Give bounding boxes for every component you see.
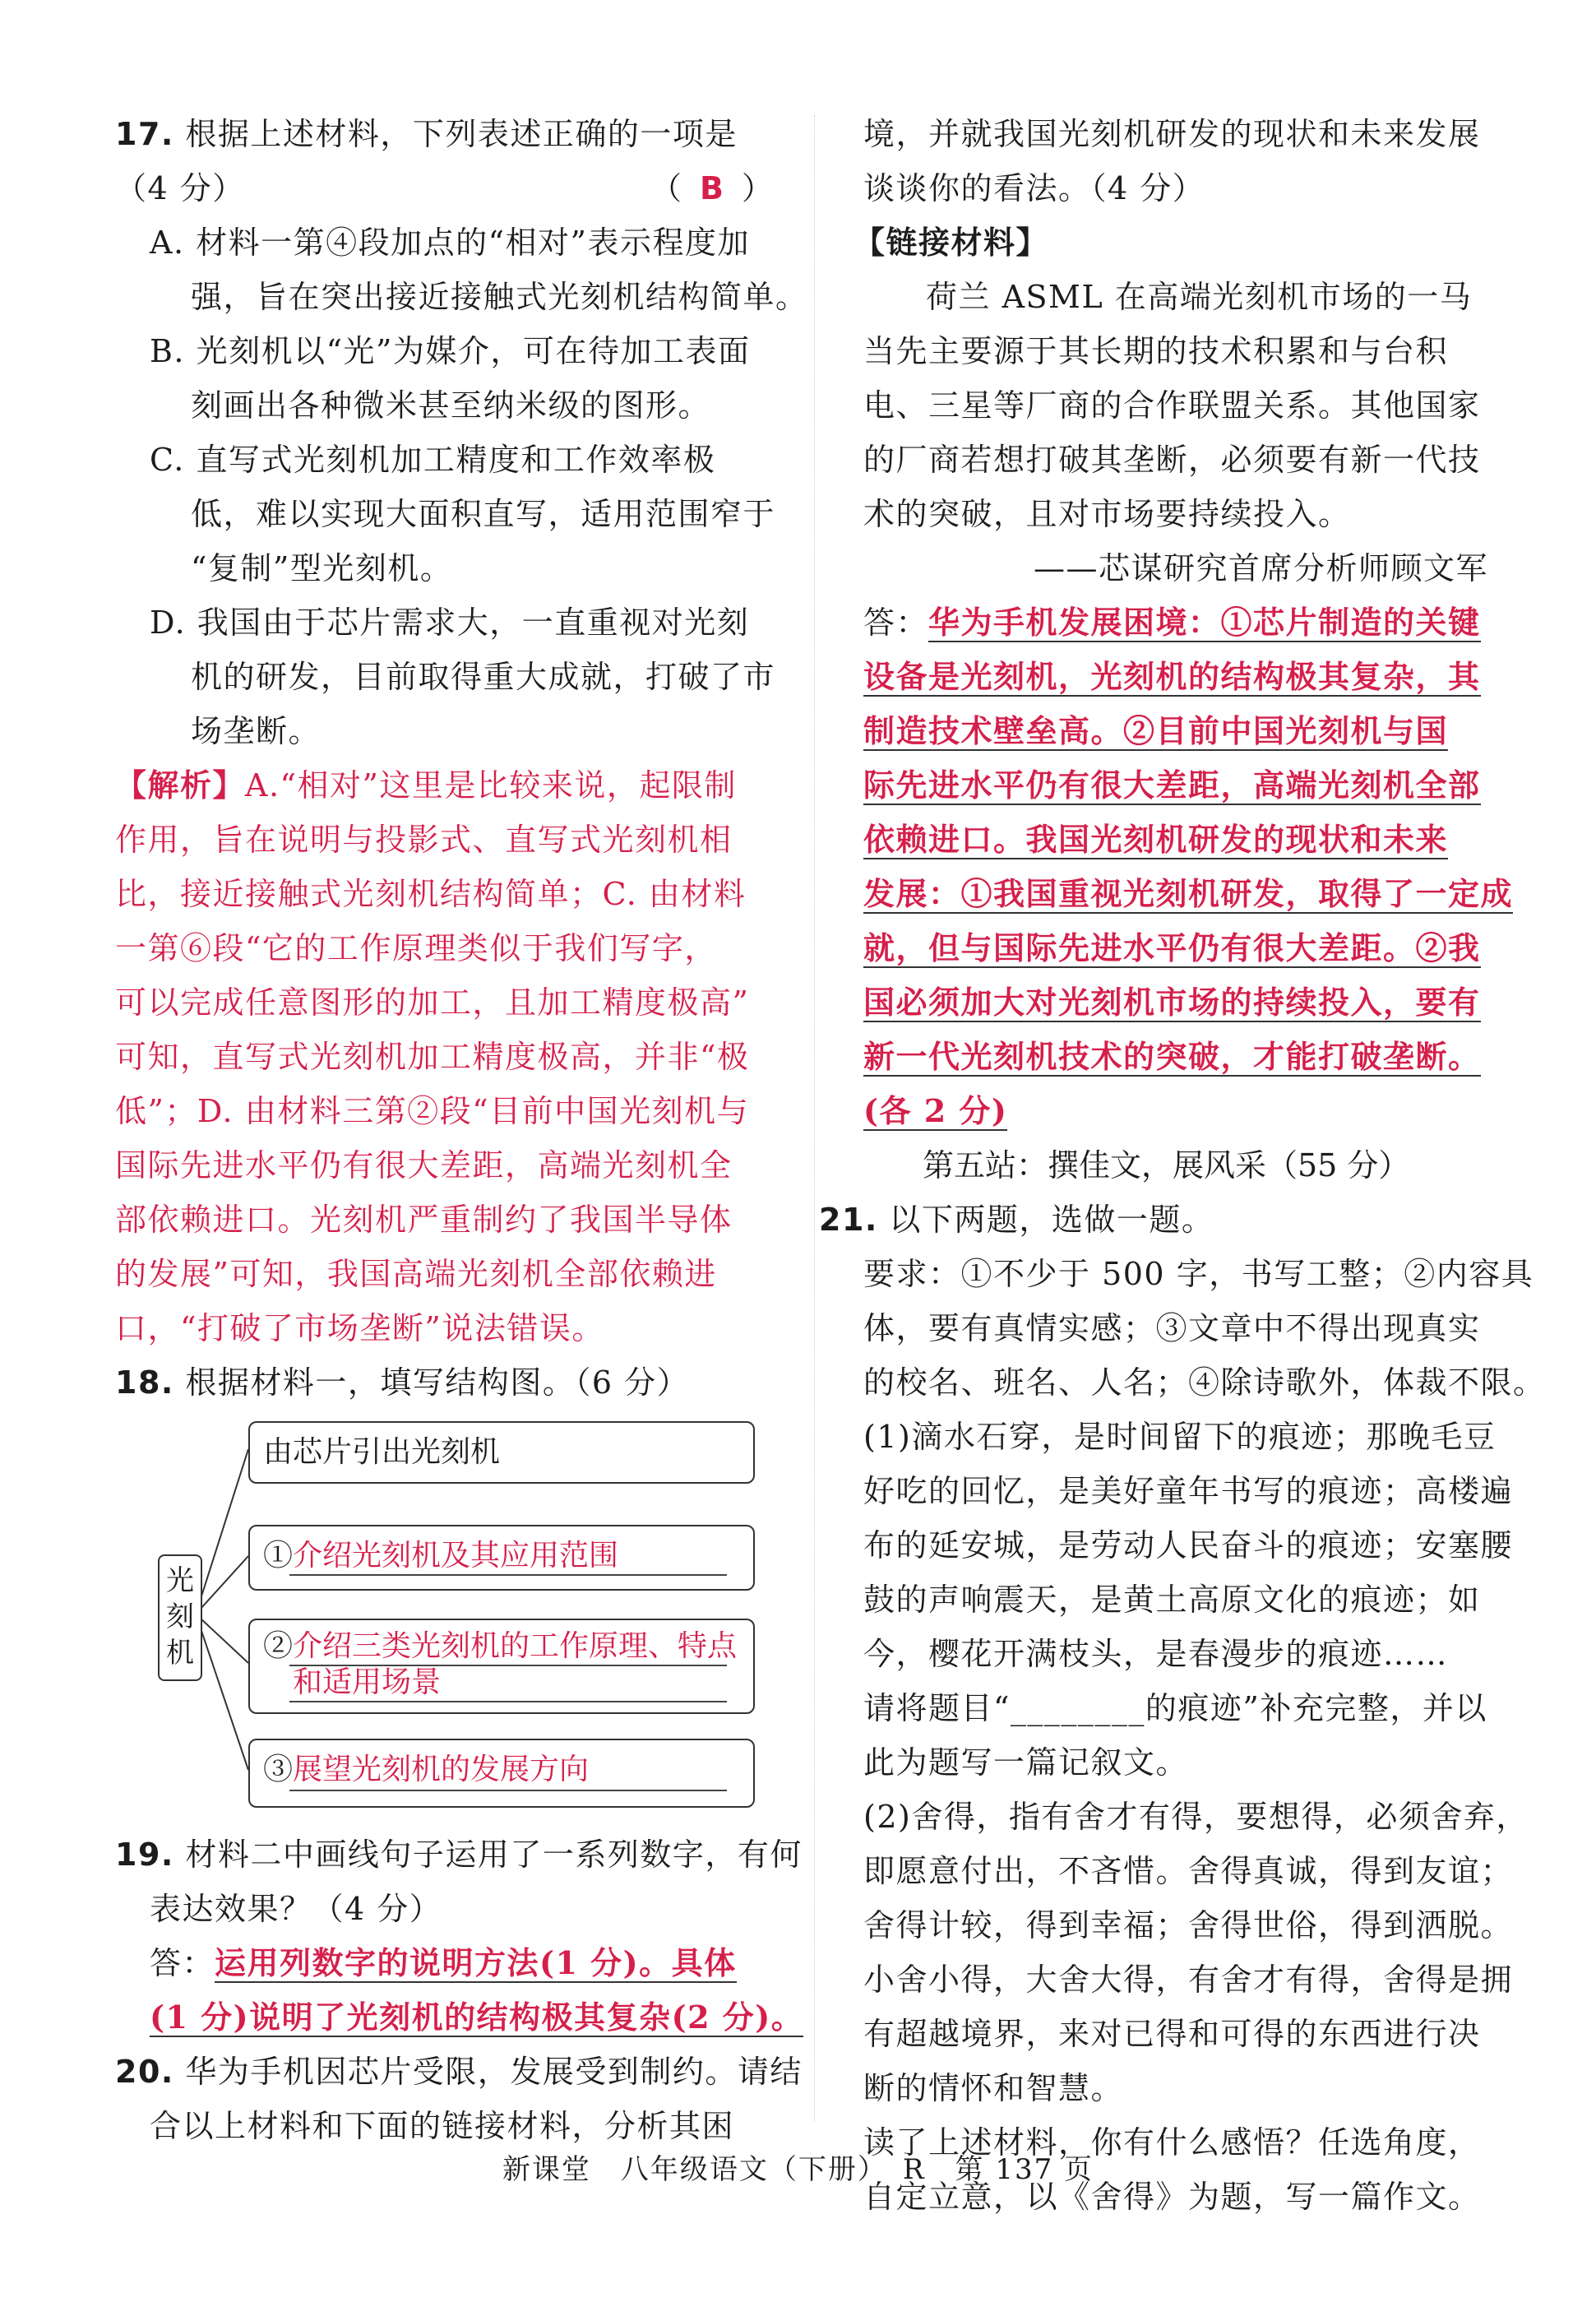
answer-label: 答： xyxy=(863,604,929,641)
option-b: B. 光刻机以“光”为媒介，可在待加工表面 刻画出各种微米甚至纳米级的图形。 xyxy=(150,333,751,424)
diagram-box-2: ①介绍光刻机及其应用范围 xyxy=(248,1525,755,1591)
link-material-tag: 【链接材料】 xyxy=(854,225,1049,261)
question-number: 19. xyxy=(115,1837,174,1873)
column-divider xyxy=(814,115,815,2122)
question-17 xyxy=(115,107,773,215)
diagram-box-1: 由芯片引出光刻机 xyxy=(248,1421,755,1484)
diagram-root: 光 刻 机 xyxy=(158,1554,202,1681)
question-number: 20. xyxy=(115,2054,174,2090)
answer-label: 答： xyxy=(150,1945,215,1981)
station-5-heading: 第五站：撰佳文，展风采（55 分） xyxy=(923,1147,1410,1183)
question-score: （4 分） xyxy=(115,170,245,206)
question-20: 20. 华为手机因芯片受限，发展受到制约。请结 合以上材料和下面的链接材料，分析其困 xyxy=(115,2054,803,2144)
structure-diagram xyxy=(115,1416,773,1827)
prompt-2: (2)舍得，指有舍才有得，要想得，必须舍弃， 即愿意付出，不吝惜。舍得真诚，得到友谊； 舍得计较，得到幸福；舍得世俗，得到洒脱。 小舍小得，大舍大得，有舍才有得，舍得是拥 有超越境界，来对已得和可得的东西进行决 断的情怀和智慧。 读了上述材料，你有什么感悟？任选角度， 自定立意，以《舍得》为题，写一篇作文。 xyxy=(863,1799,1529,2215)
left-column xyxy=(115,107,808,2153)
question-number: 21. xyxy=(819,1202,878,1238)
answer-text: 运用列数字的说明方法(1 分)。具体 xyxy=(215,1944,737,1981)
page-footer: 新课堂 八年级语文（下册） R 第 137 页 xyxy=(502,2153,1094,2186)
option-a: A. 材料一第④段加点的“相对”表示程度加 强，旨在突出接近接触式光刻机结构简单。 xyxy=(150,225,808,315)
diagram-box-4: ③展望光刻机的发展方向 xyxy=(248,1739,755,1808)
attribution: ——芯谋研究首席分析师顾文军 xyxy=(1033,550,1488,586)
question-20-continued: 境，并就我国光刻机研发的现状和未来发展 谈谈你的看法。（4 分） 【链接材料】 荷兰 ASML 在高端光刻机市场的一马 当先主要源于其长期的技术积累和与台积 电、三星等厂商的合作联盟关系。其他国家 的厂商若想打破其垄断，必须要有新一代技 术的突破，且对市场要持续投入。 ——芯谋研究首席分析师顾文军 答：华为手机发展困境：①芯片制造的关键 设备是光刻机，光刻机的结构极其复杂，其 制造技术壁垒高。②目前中国光刻机与国 际先进水平仍有很大差距，高端光刻机全部 依赖进口。我国光刻机研发的现状和未来 发展：①我国重视光刻机研发，取得了一定成 就，但与国际先进水平仍有很大差距。②我 国必须加大对光刻机市场的持续投入，要有 新一代光刻机技术的突破，才能打破垄断。 (各 2 分) xyxy=(863,107,1488,1138)
prompt-1: (1)滴水石穿，是时间留下的痕迹；那晚毛豆 好吃的回忆，是美好童年书写的痕迹；高楼遍 布的延安城，是劳动人民奋斗的痕迹；安塞腰 鼓的声响震天，是黄土高原文化的痕迹；如 今，樱花开满枝头，是春漫步的痕迹…… 请将题目“________的痕迹”补充完整，并以 此为题写一篇记叙文。 xyxy=(863,1419,1514,1781)
answer-block: 答：华为手机发展困境：①芯片制造的关键 设备是光刻机，光刻机的结构极其复杂，其 制造技术壁垒高。②目前中国光刻机与国 际先进水平仍有很大差距，高端光刻机全部 依赖进口。我国光刻机研发的现状和未来 发展：①我国重视光刻机研发，取得了一定成 就，但与国际先进水平仍有很大差距。②我 国必须加大对光刻机市场的持续投入，要有 新一代光刻机技术的突破，才能打破垄断。 (各 2 分) xyxy=(863,604,1514,1129)
answer-choice: （ B ） xyxy=(650,170,773,206)
question-18 xyxy=(115,1355,773,1827)
question-number: 17. xyxy=(115,116,174,152)
answer-letter: B xyxy=(700,170,724,206)
option-d: D. 我国由于芯片需求大，一直重视对光刻 机的研发，目前取得重大成就，打破了市 场垄断。 xyxy=(150,604,776,749)
question-21: 21. 以下两题，选做一题。 要求：①不少于 500 字，书写工整；②内容具 体，要有真情实感；③文章中不得出现真实 的校名、班名、人名；④除诗歌外，体裁不限。 (1)滴水石穿，是时间留下的痕迹；那晚毛豆 好吃的回忆，是美好童年书写的痕迹；高楼遍 布的延安城，是劳动人民奋斗的痕迹；安塞腰 鼓的声响震天，是黄土高原文化的痕迹；如 今，樱花开满枝头，是春漫步的痕迹…… 请将题目“________的痕迹”补充完整，并以 此为题写一篇记叙文。 (2)舍得，指有舍才有得，要想得，必须舍弃， 即愿意付出，不吝惜。舍得真诚，得到友谊； 舍得计较，得到幸福；舍得世俗，得到洒脱。 小舍小得，大舍大得，有舍才有得，舍得是拥 有超越境界，来对已得和可得的东西进行决 断的情怀和智慧。 读了上述材料，你有什么感悟？任选角度， 自定立意，以《舍得》为题，写一篇作文。 xyxy=(863,1193,1488,2224)
question-19: 19. 材料二中画线句子运用了一系列数字，有何 表达效果？（4 分） 答：运用列数字的说明方法(1 分)。具体 (1 分)说明了光刻机的结构极其复杂(2 分)。 xyxy=(115,1837,804,2036)
question-stem: 根据上述材料，下列表述正确的一项是 xyxy=(185,116,738,152)
diagram-box-3: ②介绍三类光刻机的工作原理、特点 和适用场景 xyxy=(248,1619,755,1714)
option-c: C. 直写式光刻机加工精度和工作效率极 低，难以实现大面积直写，适用范围窄于 “复制”型光刻机。 xyxy=(150,442,776,586)
analysis-block: 【解析】A.“相对”这里是比较来说，起限制 作用，旨在说明与投影式、直写式光刻机相 比，接近接触式光刻机结构简单；C. 由材料 一第⑥段“它的工作原理类似于我们写字， 可以完成任意图形的加工，且加工精度极高” 可知，直写式光刻机加工精度极高，并非“极 低”；D. 由材料三第②段“目前中国光刻机与 国际先进水平仍有很大差距，高端光刻机全 部依赖进口。光刻机严重制约了我国半导体 的发展”可知，我国高端光刻机全部依赖进 口，“打破了市场垄断”说法错误。 xyxy=(115,767,750,1346)
analysis-tag: 【解析】 xyxy=(115,767,246,804)
right-column xyxy=(819,107,1546,2224)
answer-text: (1 分)说明了光刻机的结构极其复杂(2 分)。 xyxy=(150,1999,804,2036)
link-material: 荷兰 ASML 在高端光刻机市场的一马 当先主要源于其长期的技术积累和与台积 电、三星等厂商的合作联盟关系。其他国家 的厂商若想打破其垄断，必须要有新一代技 术的突破，且对市场要持续投入。 ——芯谋研究首席分析师顾文军 xyxy=(863,270,1488,595)
question-stem: 根据材料一，填写结构图。（6 分） xyxy=(185,1364,690,1401)
question-number: 18. xyxy=(115,1364,174,1401)
